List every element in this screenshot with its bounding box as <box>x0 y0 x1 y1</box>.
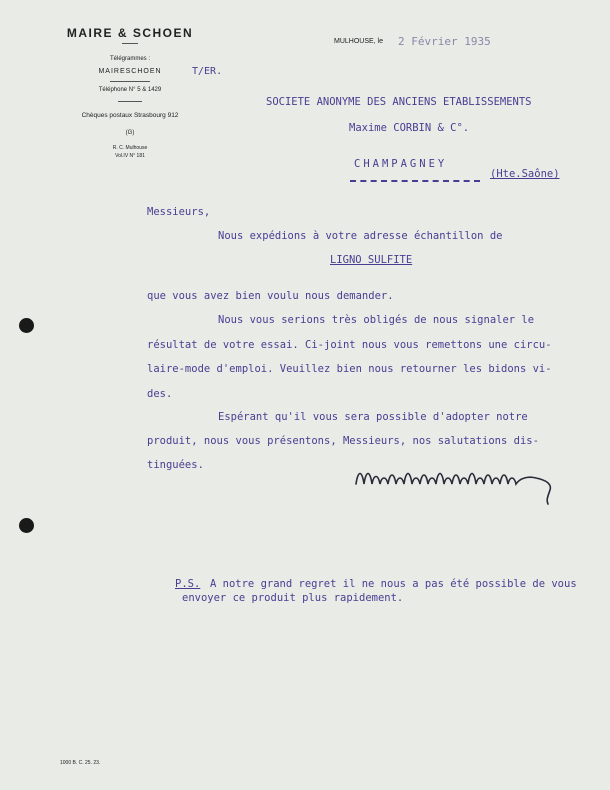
telegram-label: Télégrammes : <box>109 56 150 62</box>
city-label: MULHOUSE, le <box>334 38 384 45</box>
body-line7: Espérant qu'il vous sera possible d'adopter notre <box>218 411 528 423</box>
register-line2: Vol.IV N° 181 <box>115 153 145 159</box>
handwritten-signature <box>352 458 562 508</box>
phone-number: Téléphone N° 5 & 1429 <box>98 87 162 93</box>
punch-hole-bottom <box>19 518 34 533</box>
body-line3: Nous vous serions très obligés de nous signaler le <box>218 314 535 326</box>
body-line9: tinguées. <box>147 459 204 471</box>
telegram-address: MAIRESCHOEN <box>98 68 162 75</box>
company-name: MAIRE & SCHOEN <box>66 26 194 40</box>
body-line8: produit, nous vous présentons, Messieurs, nos salutations dis- <box>147 435 539 447</box>
salutation: Messieurs, <box>147 206 211 218</box>
ps-line2: envoyer ce produit plus rapidement. <box>182 592 404 604</box>
body-line2: que vous avez bien voulu nous demander. <box>147 290 394 302</box>
ps-line1: A notre grand regret il ne nous a pas été possible de vous <box>210 578 577 590</box>
recipient-company: SOCIETE ANONYME DES ANCIENS ETABLISSEMENTS <box>266 96 532 108</box>
letterhead-divider <box>118 101 142 102</box>
footer-code: 1000 B. C. 25. 23. <box>60 760 101 766</box>
recipient-name: Maxime CORBIN & C°. <box>349 122 470 134</box>
recipient-city: CHAMPAGNEY <box>354 158 448 170</box>
letterhead-divider <box>110 81 150 82</box>
body-line6: des. <box>147 388 173 400</box>
letterhead-mark: (G) <box>125 130 135 136</box>
body-line5: laire-mode d'emploi. Veuillez bien nous retourner les bidons vi- <box>147 363 552 375</box>
letterhead-divider <box>122 43 138 44</box>
reference: T/ER. <box>192 66 223 77</box>
body-line4: résultat de votre essai. Ci-joint nous vous remettons une circu- <box>147 339 552 351</box>
body-line1: Nous expédions à votre adresse échantillon de <box>218 230 503 242</box>
city-underline <box>350 180 480 182</box>
recipient-region: (Hte.Saône) <box>490 168 560 180</box>
letter-date: 2 Février 1935 <box>398 35 491 48</box>
punch-hole-top <box>19 318 34 333</box>
register-line1: R. C. Mulhouse <box>112 145 148 151</box>
product-name: LIGNO SULFITE <box>330 254 413 266</box>
ps-label: P.S. <box>175 578 201 590</box>
postal-cheques: Chèques postaux Strasbourg 912 <box>81 112 179 119</box>
